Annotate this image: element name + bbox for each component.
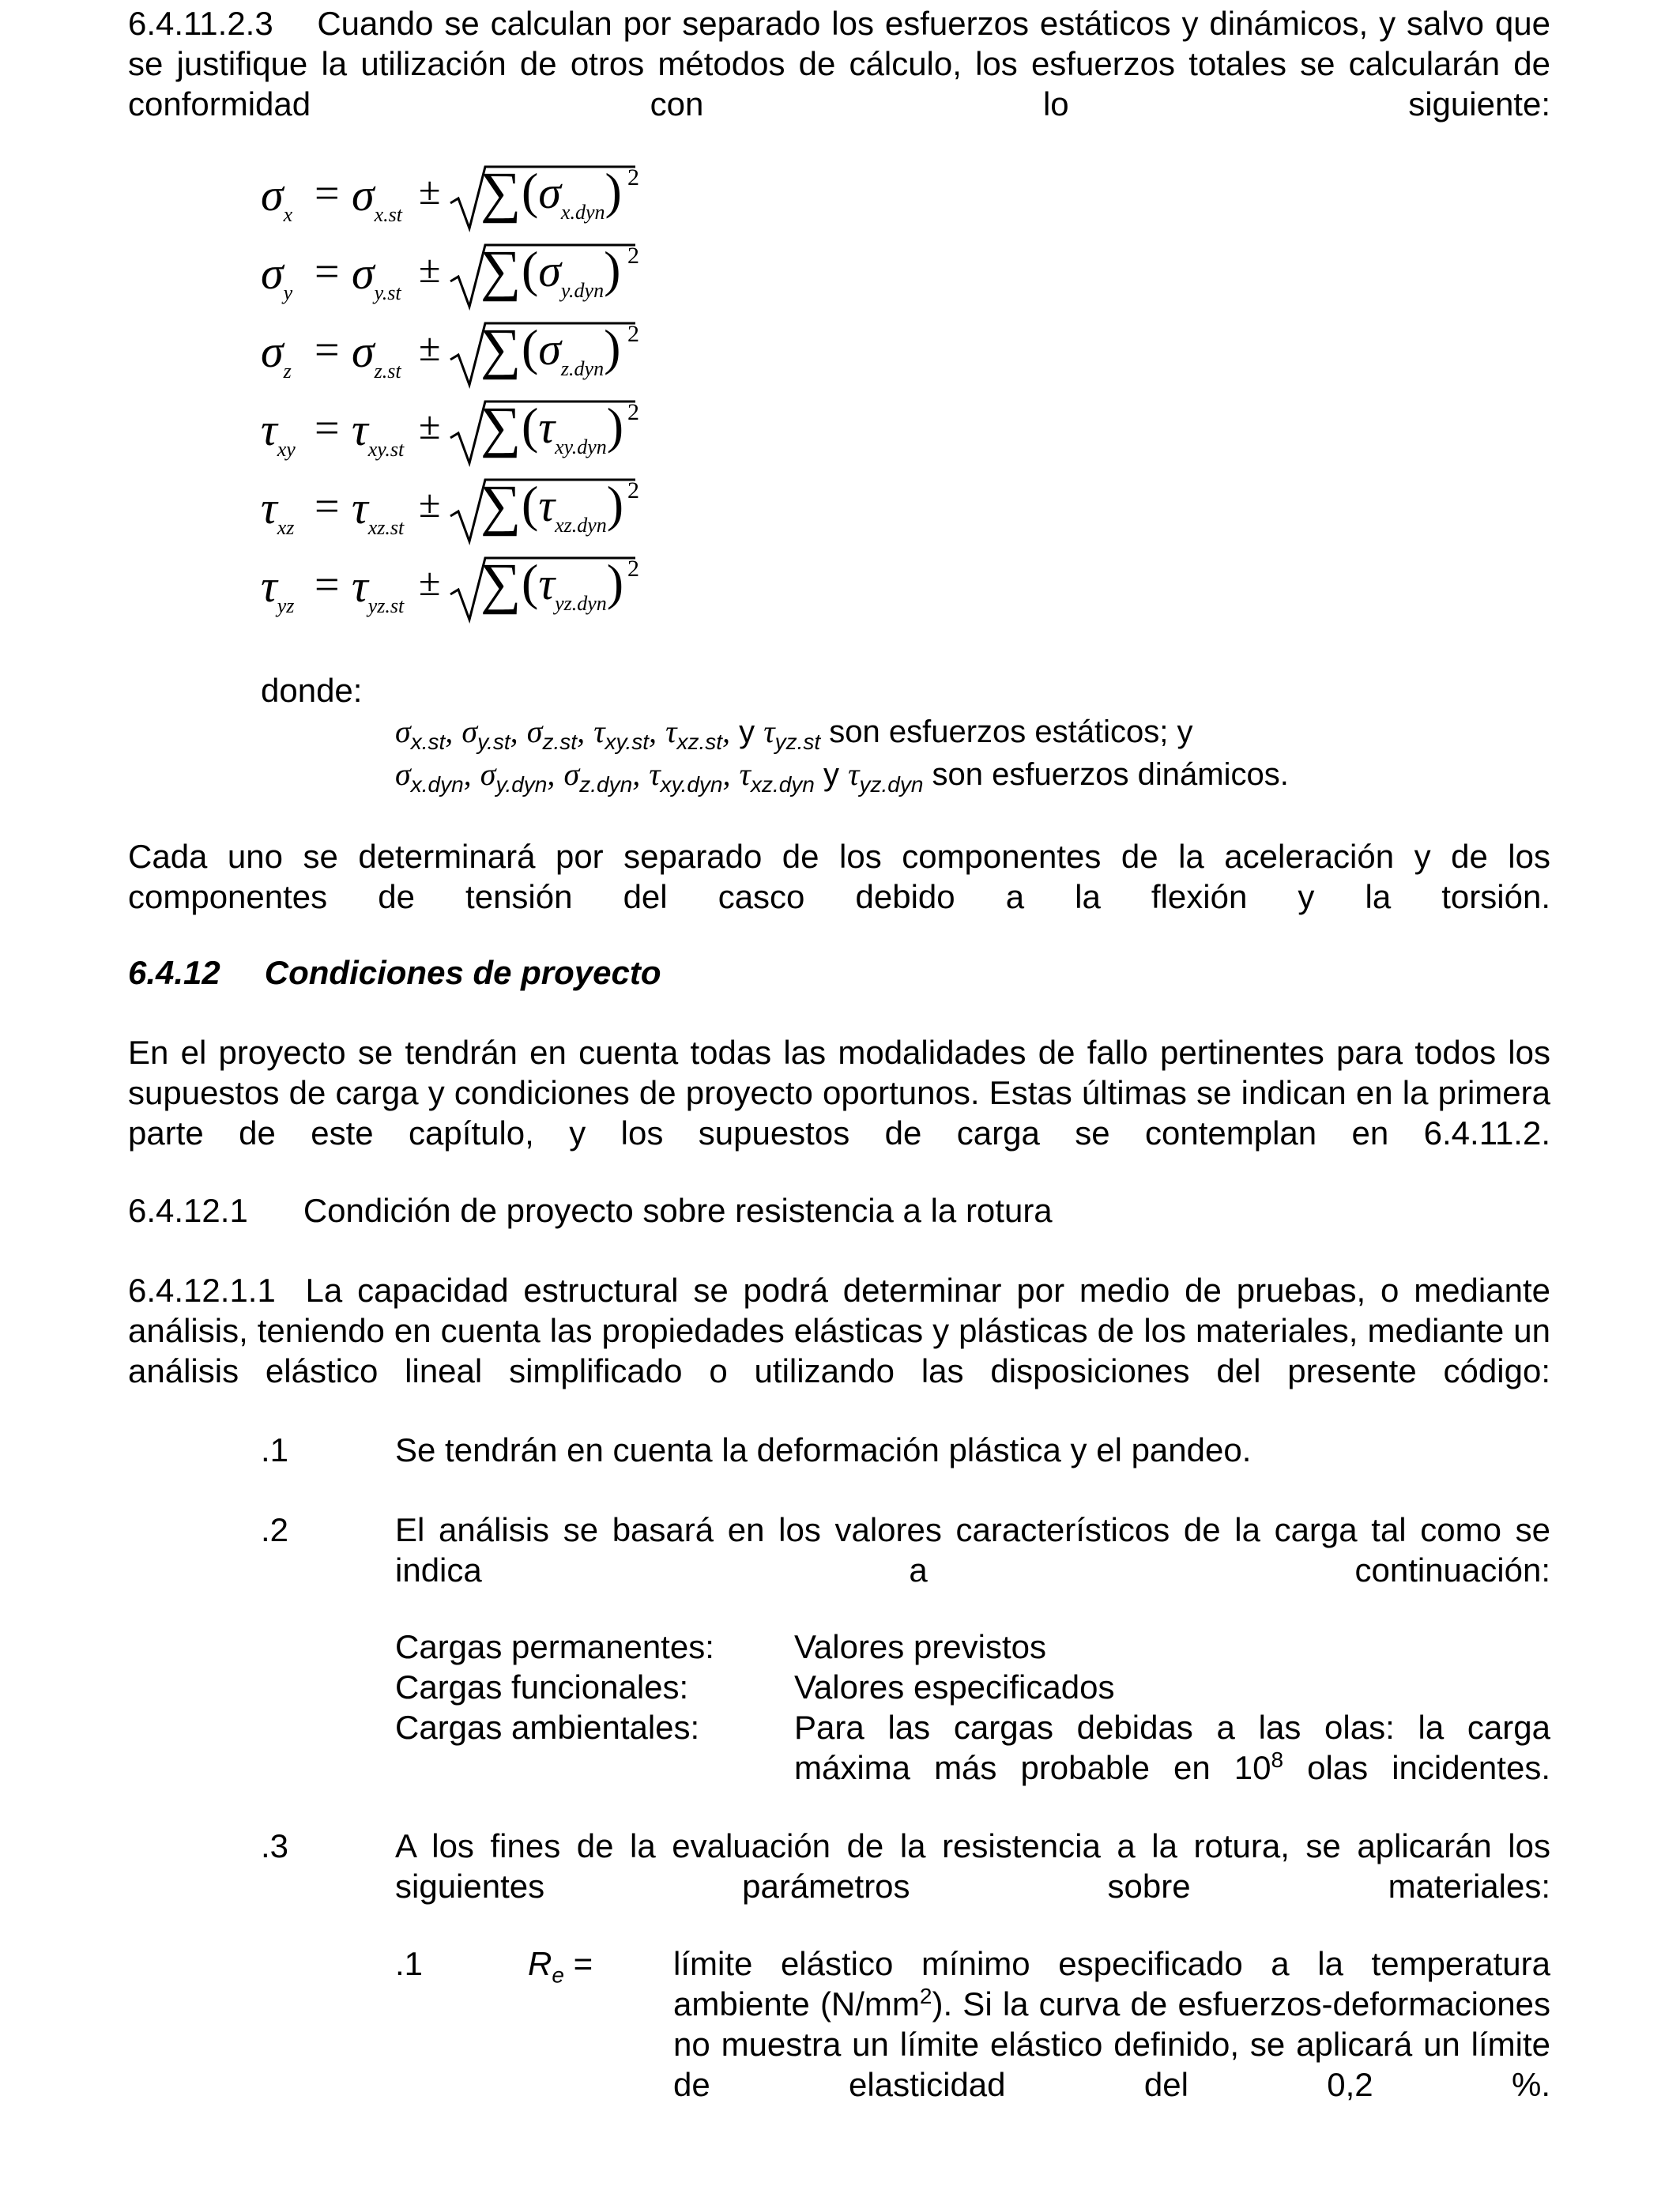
- equation-row: [261, 475, 672, 550]
- summation-sign: ∑: [480, 552, 522, 615]
- re-letter: R: [528, 1945, 552, 1982]
- equation-static-term: $\sigma_{z.st}$: [352, 326, 401, 383]
- env-text-b: olas incidentes.: [1283, 1749, 1550, 1786]
- paragraph-text: La capacidad estructural se podrá determinar por medio de pruebas, o mediante análisis, teniendo en cuenta las propiedades elásticas y plásticas de los materiales, mediante un análisis elástico lineal simplificado o utilizando las disposiciones del presente código:: [128, 1272, 1550, 1389]
- section-heading: [128, 952, 1550, 993]
- equation-lhs: $\tau_{yz}$: [261, 560, 295, 617]
- stress-symbol: $\tau_{xz.st}$: [665, 714, 723, 754]
- equation-dynamic-term: $(\tau_{yz.dyn})$: [522, 554, 624, 615]
- stress-symbol: $\tau_{xz.dyn}$: [739, 756, 815, 797]
- section-number: 6.4.12: [128, 954, 220, 991]
- paragraph-number: 6.4.12.1.1: [128, 1272, 276, 1309]
- re-exponent: 2: [919, 1984, 932, 2008]
- summation-sign: ∑: [480, 239, 522, 302]
- item-2-text: El análisis se basará en los valores característicos de la carga tal como se indica a continuación:: [395, 1511, 1550, 1589]
- stress-symbol: $\sigma_{y.st}$: [461, 714, 510, 754]
- load-value-environmental: [794, 1707, 1550, 1788]
- load-label-functional: Cargas funcionales:: [395, 1668, 689, 1706]
- static-stress-symbols: [395, 714, 829, 754]
- static-stress-text: son esfuerzos estáticos; y: [829, 714, 1193, 749]
- comma: ,: [722, 756, 731, 792]
- equals-sign: =: [315, 169, 340, 218]
- env-exponent: 8: [1271, 1747, 1284, 1772]
- equation-row: [261, 397, 672, 472]
- equation-lhs: $\tau_{xy}$: [261, 404, 296, 461]
- load-value-functional: Valores especificados: [794, 1668, 1115, 1706]
- comma: ,: [632, 756, 641, 792]
- stress-symbol: $\sigma_{z.dyn}$: [563, 756, 633, 797]
- env-text-a: Para las cargas debidas a las olas: la carga máxima más probable en 10: [794, 1709, 1550, 1786]
- and-word: y: [823, 757, 840, 792]
- equation-static-term: $\sigma_{x.st}$: [352, 169, 402, 226]
- comma: ,: [577, 714, 586, 749]
- equation-row: [261, 319, 672, 394]
- plus-minus-sign: ±: [419, 168, 441, 213]
- equation-dynamic-term: $(\sigma_{y.dyn})$: [522, 241, 621, 302]
- paragraph-text: Cada uno se determinará por separado de los componentes de la aceleración y de los componentes de tensión del casco debido a la flexión y la torsión.: [128, 838, 1550, 915]
- re-definition: [673, 1943, 1550, 2105]
- equation-lhs: $\sigma_y$: [261, 247, 293, 304]
- equation-row: [261, 553, 672, 628]
- summation-sign: ∑: [480, 160, 522, 224]
- paragraph-text: Cuando se calculan por separado los esfuerzos estáticos y dinámicos, y salvo que se justifique la utilización de otros métodos de cálculo, los esfuerzos totales se calcularán de conformidad con lo siguiente:: [128, 5, 1550, 123]
- plus-minus-sign: ±: [419, 325, 441, 369]
- stress-symbol: $\sigma_{x.st}$: [395, 714, 446, 754]
- stress-symbol: $\sigma_{x.dyn}$: [395, 756, 464, 797]
- equation-dynamic-term: $(\tau_{xz.dyn})$: [522, 476, 624, 537]
- equation-static-term: $\tau_{yz.st}$: [352, 560, 405, 617]
- equation-lhs: $\sigma_z$: [261, 326, 292, 383]
- dynamic-stress-symbols: [395, 756, 932, 797]
- stress-symbol: $\tau_{yz.st}$: [763, 714, 821, 754]
- comma: ,: [510, 714, 518, 749]
- and-word: y: [739, 714, 755, 749]
- stress-symbol: $\tau_{xy.st}$: [593, 714, 649, 754]
- re-symbol: [528, 1943, 593, 1995]
- paragraph-text: En el proyecto se tendrán en cuenta todas las modalidades de fallo pertinentes para todos los supuestos de carga y condiciones de proyecto oportunos. Estas últimas se indican en la primera parte de este capítulo, y los supuestos de carga se contemplan en 6.4.11.2.: [128, 1034, 1550, 1152]
- section-title: Condiciones de proyecto: [264, 954, 661, 991]
- paragraph-number: 6.4.11.2.3: [128, 5, 273, 42]
- re-subscript: e: [552, 1962, 564, 1988]
- subsection-heading: [128, 1190, 1550, 1231]
- equation-static-term: $\tau_{xy.st}$: [352, 404, 405, 461]
- plus-minus-sign: ±: [419, 247, 441, 291]
- squared-exponent: 2: [627, 321, 639, 347]
- load-label-environmental: Cargas ambientales:: [395, 1709, 700, 1746]
- equation-lhs: $\sigma_x$: [261, 169, 293, 226]
- equation-row: [261, 162, 672, 237]
- subsection-number: 6.4.12.1: [128, 1192, 248, 1229]
- donde-label: donde:: [261, 672, 363, 709]
- squared-exponent: 2: [627, 556, 639, 582]
- summation-sign: ∑: [480, 473, 522, 537]
- equation-dynamic-term: $(\sigma_{z.dyn})$: [522, 319, 621, 380]
- comma: ,: [722, 714, 731, 749]
- plus-minus-sign: ±: [419, 403, 441, 447]
- dynamic-stress-definition: [395, 754, 1289, 805]
- dynamic-stress-text: son esfuerzos dinámicos.: [932, 757, 1289, 792]
- item-3-text: A los fines de la evaluación de la resistencia a la rotura, se aplicarán los siguientes parámetros sobre materiales:: [395, 1827, 1550, 1905]
- paragraph-en-el-proyecto: [128, 1032, 1550, 1153]
- squared-exponent: 2: [627, 243, 639, 269]
- plus-minus-sign: ±: [419, 560, 441, 604]
- plus-minus-sign: ±: [419, 481, 441, 526]
- equals-sign: =: [315, 247, 340, 296]
- re-text-a: límite elástico mínimo especificado a la temperatura ambiente (N/mm: [673, 1945, 1550, 2022]
- comma: ,: [463, 756, 472, 792]
- equation-static-term: $\tau_{xz.st}$: [352, 482, 405, 539]
- paragraph-6-4-12-1-1: [128, 1270, 1550, 1391]
- equation-row: [261, 240, 672, 315]
- equals-sign: =: [315, 482, 340, 531]
- equation-static-term: $\sigma_{y.st}$: [352, 247, 401, 304]
- equation-dynamic-term: $(\tau_{xy.dyn})$: [522, 398, 624, 458]
- item-1-text: Se tendrán en cuenta la deformación plástica y el pandeo.: [395, 1431, 1252, 1468]
- item-3-number: .3: [261, 1827, 289, 1864]
- equals-sign: =: [315, 404, 340, 453]
- load-label-permanent: Cargas permanentes:: [395, 1628, 714, 1665]
- paragraph-cada-uno: [128, 836, 1550, 917]
- subitem-1-number: .1: [395, 1945, 424, 1982]
- comma: ,: [445, 714, 454, 749]
- summation-sign: ∑: [480, 395, 522, 458]
- subsection-title: Condición de proyecto sobre resistencia a la rotura: [303, 1192, 1053, 1229]
- load-value-permanent: Valores previstos: [794, 1628, 1047, 1665]
- equation-lhs: $\tau_{xz}$: [261, 482, 295, 539]
- squared-exponent: 2: [627, 477, 639, 503]
- re-text-b: ). Si la curva de esfuerzos-deformaciones no muestra un límite elástico definido, se aplicará un límite de elasticidad del 0,2 %.: [673, 1985, 1550, 2103]
- item-2-number: .2: [261, 1511, 289, 1548]
- item-1-number: .1: [261, 1431, 289, 1468]
- equation-dynamic-term: $(\sigma_{x.dyn})$: [522, 163, 622, 224]
- stress-symbol: $\sigma_{z.st}$: [526, 714, 578, 754]
- stress-symbol: $\tau_{xy.dyn}$: [649, 756, 723, 797]
- comma: ,: [649, 714, 657, 749]
- squared-exponent: 2: [627, 399, 639, 425]
- paragraph-6-4-11-2-3: [128, 3, 1550, 124]
- equals-sign: =: [315, 560, 340, 609]
- stress-symbol: $\tau_{yz.dyn}$: [848, 756, 924, 797]
- re-equals: =: [563, 1945, 593, 1982]
- summation-sign: ∑: [480, 317, 522, 380]
- equals-sign: =: [315, 326, 340, 375]
- stress-symbol: $\sigma_{y.dyn}$: [480, 756, 548, 797]
- squared-exponent: 2: [627, 164, 639, 190]
- comma: ,: [547, 756, 556, 792]
